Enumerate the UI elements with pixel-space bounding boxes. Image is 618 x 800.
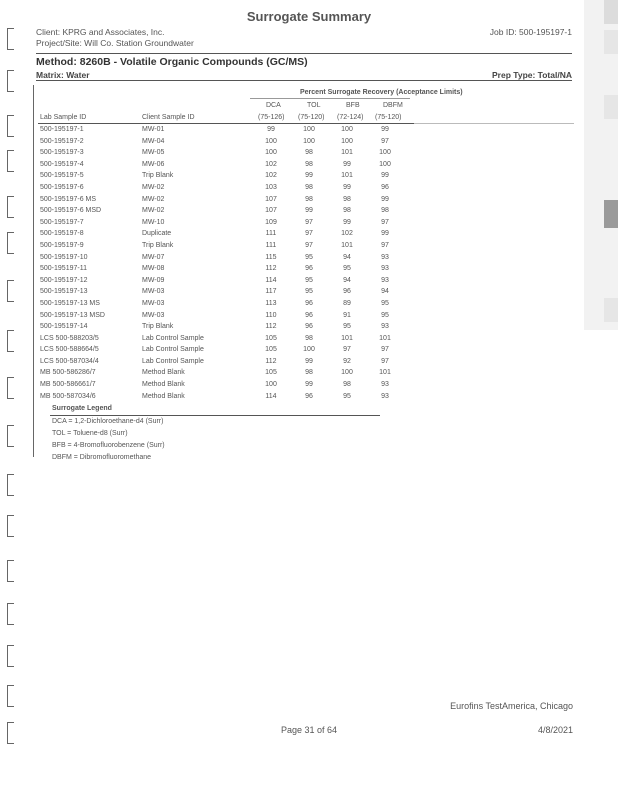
margin-bracket (7, 28, 14, 50)
surrogate-name-header: DCA (266, 102, 281, 109)
cell-dbfm: 97 (381, 218, 389, 226)
cell-bfb: 94 (343, 253, 351, 261)
cell-lab: 500-195197-14 (40, 323, 88, 331)
table-border (33, 85, 34, 457)
cell-dca: 100 (265, 381, 277, 389)
cell-lab: MB 500-586286/7 (40, 369, 96, 377)
cell-lab: 500-195197-12 (40, 276, 88, 284)
cell-dbfm: 93 (381, 265, 389, 273)
cell-tol: 96 (305, 311, 313, 319)
cell-dbfm: 99 (381, 126, 389, 133)
cell-tol: 98 (305, 334, 313, 342)
cell-client: Lab Control Sample (142, 334, 204, 342)
cell-tol: 99 (305, 357, 313, 365)
margin-bracket (7, 515, 14, 537)
cell-client: MW-06 (142, 160, 165, 168)
margin-bracket (7, 560, 14, 582)
margin-bracket (7, 377, 14, 399)
cell-client: MW-02 (142, 195, 165, 203)
cell-bfb: 101 (341, 149, 353, 157)
cell-client: MW-10 (142, 218, 165, 226)
legend-title: Surrogate Legend (52, 405, 112, 412)
divider (36, 53, 572, 54)
side-tab-active (604, 200, 618, 228)
cell-dca: 111 (265, 241, 277, 249)
margin-bracket (7, 150, 14, 172)
cell-lab: 500-195197-6 MS (40, 195, 97, 203)
cell-dca: 113 (265, 299, 277, 307)
table-row (40, 194, 404, 206)
cell-lab: MB 500-587034/6 (40, 392, 96, 400)
cell-dca: 110 (265, 311, 277, 319)
cell-dbfm: 99 (381, 230, 389, 238)
surrogate-table (40, 124, 404, 402)
cell-tol: 96 (305, 299, 313, 307)
cell-dbfm: 93 (381, 392, 389, 400)
table-row (40, 321, 404, 333)
cell-bfb: 99 (343, 160, 351, 168)
cell-bfb: 98 (343, 381, 351, 389)
cell-lab: 500-195197-4 (40, 160, 84, 168)
cell-bfb: 89 (343, 299, 351, 307)
cell-dbfm: 93 (381, 323, 389, 331)
cell-bfb: 101 (341, 334, 353, 342)
cell-bfb: 98 (343, 207, 351, 215)
table-row (40, 136, 404, 148)
cell-tol: 96 (305, 392, 313, 400)
cell-dca: 115 (265, 253, 277, 261)
cell-dbfm: 97 (381, 137, 389, 145)
table-row (40, 228, 404, 240)
cell-client: Method Blank (142, 381, 185, 389)
table-row (40, 240, 404, 252)
cell-lab: 500-195197-6 (40, 183, 84, 191)
project-site: Project/Site: Will Co. Station Groundwater (36, 38, 194, 48)
client-name: Client: KPRG and Associates, Inc. (36, 27, 165, 37)
cell-tol: 97 (305, 230, 313, 238)
table-row (40, 275, 404, 287)
cell-tol: 98 (305, 160, 313, 168)
cell-dbfm: 100 (379, 160, 391, 168)
cell-dca: 112 (265, 265, 277, 273)
table-row (40, 252, 404, 264)
cell-dca: 109 (265, 218, 277, 226)
cell-client: Lab Control Sample (142, 357, 204, 365)
cell-client: MW-03 (142, 288, 165, 296)
cell-client: MW-02 (142, 207, 165, 215)
surrogate-name-header: TOL (307, 102, 321, 109)
cell-dbfm: 97 (381, 241, 389, 249)
cell-tol: 98 (305, 149, 313, 157)
cell-client: MW-01 (142, 126, 165, 133)
margin-bracket (7, 232, 14, 254)
table-row (40, 170, 404, 182)
cell-dbfm: 97 (381, 357, 389, 365)
margin-bracket (7, 280, 14, 302)
cell-bfb: 98 (343, 195, 351, 203)
table-row (40, 147, 404, 159)
surrogate-limits-header: (75-120) (298, 114, 325, 121)
cell-client: Method Blank (142, 392, 185, 400)
cell-lab: 500-195197-13 MS (40, 299, 100, 307)
cell-bfb: 101 (341, 241, 353, 249)
cell-dbfm: 101 (379, 334, 391, 342)
group-header-rule (250, 98, 410, 99)
cell-tol: 96 (305, 323, 313, 331)
cell-lab: LCS 500-587034/4 (40, 357, 99, 365)
cell-dca: 105 (265, 334, 277, 342)
page-title: Surrogate Summary (246, 9, 372, 24)
cell-lab: 500-195197-3 (40, 149, 84, 157)
cell-bfb: 100 (341, 137, 353, 145)
margin-bracket (7, 115, 14, 137)
legend-item: BFB = 4-Bromofluorobenzene (Surr) (52, 442, 165, 449)
cell-client: MW-05 (142, 149, 165, 157)
margin-bracket (7, 685, 14, 707)
cell-tol: 97 (305, 218, 313, 226)
cell-dca: 100 (265, 149, 277, 157)
cell-lab: MB 500-586661/7 (40, 381, 96, 389)
cell-dca: 102 (265, 172, 277, 180)
cell-bfb: 102 (341, 230, 353, 238)
matrix-label: Matrix: Water (36, 70, 90, 80)
cell-dbfm: 95 (381, 299, 389, 307)
table-row (40, 344, 404, 356)
cell-lab: 500-195197-8 (40, 230, 84, 238)
cell-dca: 112 (265, 357, 277, 365)
footer-company: Eurofins TestAmerica, Chicago (450, 701, 573, 711)
cell-dca: 107 (265, 207, 277, 215)
cell-client: MW-08 (142, 265, 165, 273)
cell-bfb: 99 (343, 218, 351, 226)
table-row (40, 263, 404, 275)
cell-tol: 100 (303, 137, 315, 145)
cell-tol: 95 (305, 253, 313, 261)
legend-item: DCA = 1,2-Dichloroethane-d4 (Surr) (52, 418, 164, 425)
cell-client: Trip Blank (142, 172, 174, 180)
cell-lab: 500-195197-2 (40, 137, 84, 145)
surrogate-limits-header: (72-124) (337, 114, 364, 121)
cell-bfb: 97 (343, 346, 351, 354)
cell-tol: 97 (305, 241, 313, 249)
cell-bfb: 100 (341, 126, 353, 133)
cell-lab: 500-195197-11 (40, 265, 87, 273)
cell-tol: 98 (305, 369, 313, 377)
cell-client: MW-03 (142, 299, 165, 307)
margin-bracket (7, 330, 14, 352)
cell-bfb: 99 (343, 183, 351, 191)
side-tab (604, 298, 618, 322)
cell-client: Trip Blank (142, 323, 174, 331)
cell-dca: 105 (265, 346, 277, 354)
table-row (40, 205, 404, 217)
table-row (40, 391, 404, 403)
cell-lab: LCS 500-588203/5 (40, 334, 99, 342)
cell-bfb: 94 (343, 276, 351, 284)
cell-tol: 100 (303, 346, 315, 354)
cell-tol: 98 (305, 183, 313, 191)
cell-dca: 105 (265, 369, 277, 377)
table-row (40, 286, 404, 298)
cell-bfb: 95 (343, 392, 351, 400)
cell-bfb: 91 (343, 311, 351, 319)
cell-dca: 102 (265, 160, 277, 168)
margin-bracket (7, 645, 14, 667)
col-header-lab-sample-id: Lab Sample ID (40, 114, 87, 121)
cell-bfb: 95 (343, 265, 351, 273)
cell-client: Trip Blank (142, 241, 174, 249)
cell-tol: 95 (305, 276, 313, 284)
cell-tol: 98 (305, 195, 313, 203)
side-tab (604, 30, 618, 54)
cell-client: Lab Control Sample (142, 346, 204, 354)
col-header-client-sample-id: Client Sample ID (142, 114, 195, 121)
cell-dbfm: 99 (381, 172, 389, 180)
cell-dca: 99 (267, 126, 275, 133)
cell-client: MW-02 (142, 183, 165, 191)
cell-dbfm: 93 (381, 276, 389, 284)
method-heading: Method: 8260B - Volatile Organic Compounds (GC/MS) (36, 56, 308, 68)
cell-dca: 114 (265, 392, 277, 400)
table-row (40, 159, 404, 171)
cell-lab: 500-195197-9 (40, 241, 84, 249)
surrogate-name-header: DBFM (383, 102, 403, 109)
cell-bfb: 95 (343, 323, 351, 331)
cell-tol: 95 (305, 288, 313, 296)
cell-dbfm: 99 (381, 195, 389, 203)
cell-lab: 500-195197-5 (40, 172, 84, 180)
table-row (40, 182, 404, 194)
cell-dbfm: 100 (379, 149, 391, 157)
cell-lab: 500-195197-13 (40, 288, 88, 296)
cell-lab: 500-195197-7 (40, 218, 84, 226)
cell-dbfm: 93 (381, 253, 389, 261)
table-row (40, 379, 404, 391)
table-row (40, 356, 404, 368)
job-id: Job ID: 500-195197-1 (489, 27, 572, 37)
margin-bracket (7, 425, 14, 447)
cell-client: Duplicate (142, 230, 172, 238)
cell-dbfm: 96 (381, 183, 389, 191)
divider (36, 80, 572, 81)
margin-bracket (7, 474, 14, 496)
legend-item: TOL = Toluene-d8 (Surr) (52, 430, 128, 437)
surrogate-limits-header: (75-126) (258, 114, 285, 121)
table-row (40, 124, 404, 136)
cell-client: MW-04 (142, 137, 165, 145)
footer-page-number: Page 31 of 64 (280, 725, 338, 735)
side-tab (604, 95, 618, 119)
cell-tol: 99 (305, 207, 313, 215)
table-row (40, 217, 404, 229)
prep-type-label: Prep Type: Total/NA (492, 70, 572, 80)
cell-dca: 114 (265, 276, 277, 284)
cell-lab: 500-195197-1 (40, 126, 84, 133)
cell-lab: 500-195197-10 (40, 253, 88, 261)
table-row (40, 367, 404, 379)
cell-dca: 111 (265, 230, 277, 238)
cell-lab: 500-195197-6 MSD (40, 207, 102, 215)
cell-dbfm: 101 (379, 369, 391, 377)
cell-dca: 112 (265, 323, 277, 331)
cell-client: MW-07 (142, 253, 165, 261)
cell-dca: 107 (265, 195, 277, 203)
cell-client: MW-03 (142, 311, 165, 319)
cell-dbfm: 93 (381, 381, 389, 389)
cell-dca: 100 (265, 137, 277, 145)
legend-item: DBFM = Dibromofluoromethane (52, 454, 152, 461)
cell-tol: 96 (305, 265, 313, 273)
surrogate-name-header: BFB (346, 102, 360, 109)
margin-bracket (7, 603, 14, 625)
cell-tol: 100 (303, 126, 315, 133)
legend-rule (50, 415, 380, 416)
cell-bfb: 96 (343, 288, 351, 296)
cell-client: Method Blank (142, 369, 185, 377)
table-row (40, 310, 404, 322)
cell-lab: 500-195197-13 MSD (40, 311, 105, 319)
table-header-rule (414, 123, 574, 124)
surrogate-limits-header: (75-120) (375, 114, 402, 121)
cell-dbfm: 94 (381, 288, 389, 296)
cell-dca: 117 (265, 288, 277, 296)
cell-bfb: 100 (341, 369, 353, 377)
cell-tol: 99 (305, 381, 313, 389)
recovery-group-header: Percent Surrogate Recovery (Acceptance Limits) (300, 89, 463, 96)
cell-bfb: 101 (341, 172, 353, 180)
cell-dbfm: 98 (381, 207, 389, 215)
cell-client: MW-09 (142, 276, 165, 284)
cell-dca: 103 (265, 183, 277, 191)
cell-dbfm: 97 (381, 346, 389, 354)
cell-dbfm: 95 (381, 311, 389, 319)
margin-bracket (7, 196, 14, 218)
cell-lab: LCS 500-588664/5 (40, 346, 99, 354)
cell-tol: 99 (305, 172, 313, 180)
cell-bfb: 92 (343, 357, 351, 365)
margin-bracket (7, 70, 14, 92)
table-row (40, 298, 404, 310)
footer-date: 4/8/2021 (537, 725, 573, 735)
table-row (40, 333, 404, 345)
